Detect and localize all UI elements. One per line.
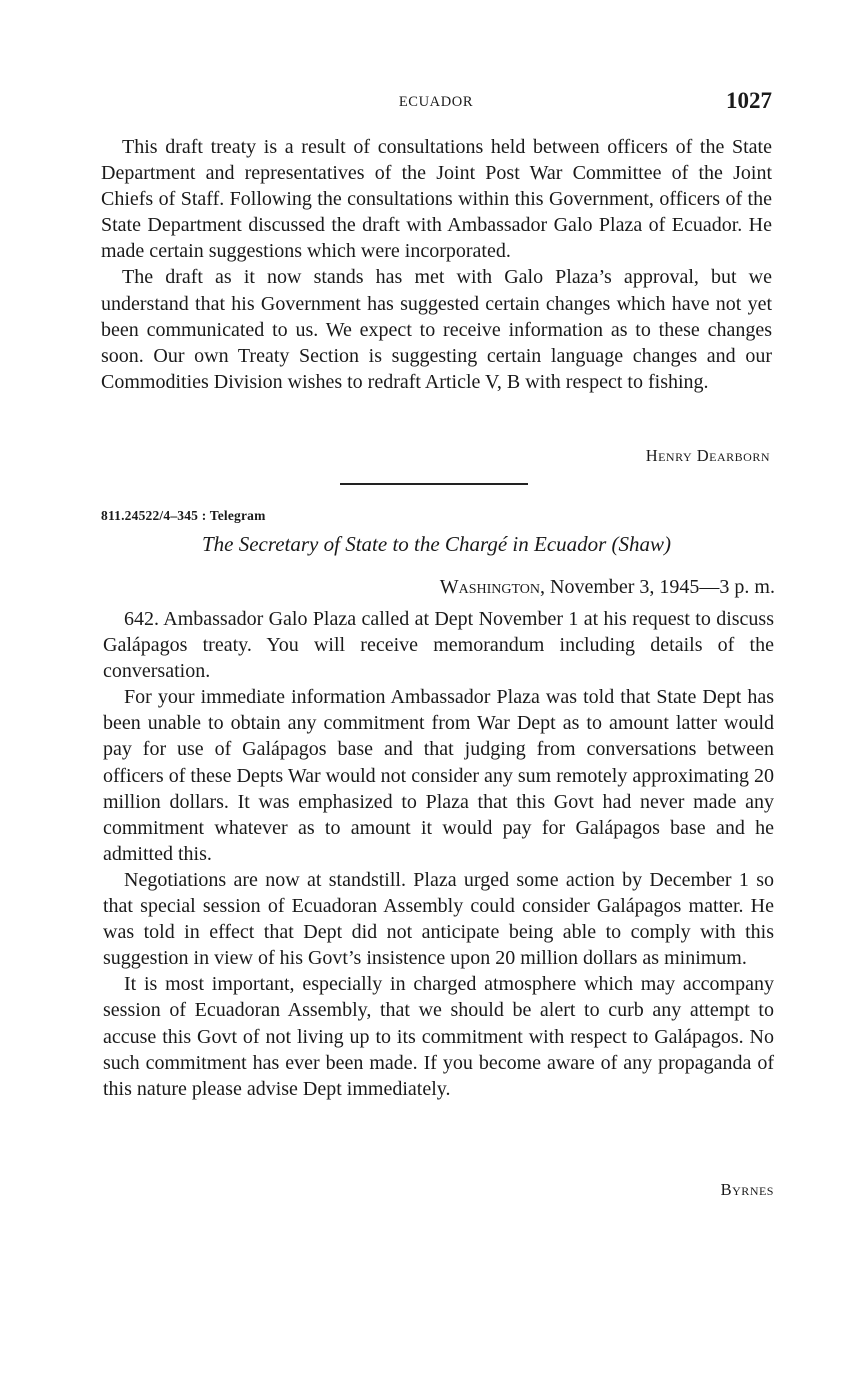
telegram-paragraph: It is most important, especially in charged atmosphere which may accompany session of Ecuadoran Assembly, that we should be alert to curb any attempt to accuse this Govt of not living up to its commitment with respect to Galápagos. No such commitment has ever been made. If you become aware of any propaganda of this nature please advise Dept immediately. bbox=[103, 973, 774, 1100]
telegram-body bbox=[103, 606, 774, 1102]
memo-signature: Henry Dearborn bbox=[645, 446, 770, 465]
telegram-paragraph: For your immediate information Ambassador Plaza was told that State Dept has been unable to obtain any commitment from War Dept as to amount latter would pay for use of Galápagos base and that judging from conversations between officers of these Depts War would not consider any sum remotely approximating 20 million dollars. It was emphasized to Plaza that this Govt had never made any commitment whatever as to amount it would pay for Galápagos base and he admitted this. bbox=[103, 686, 774, 865]
telegram-paragraph: 642. Ambassador Galo Plaza called at Dept November 1 at his request to discuss Galápagos treaty. You will receive memorandum including details of the conversation. bbox=[103, 608, 774, 683]
memo-paragraph: The draft as it now stands has met with Galo Plaza’s approval, but we understand that his Government has suggested certain changes which have not yet been communicated to us. We expect to receive information as to these changes soon. Our own Treaty Section is suggesting certain language changes and our Commodities Division wishes to redraft Article V, B with respect to fishing. bbox=[101, 266, 772, 393]
page-number: 1027 bbox=[726, 88, 772, 113]
dateline-date: November 3, 1945—3 p. m. bbox=[545, 576, 775, 598]
dateline-place: Washington, bbox=[439, 576, 546, 598]
telegram-paragraph: Negotiations are now at standstill. Plaza urged some action by December 1 so that special session of Ecuadoran Assembly could consider Galápagos matter. He was told in effect that Dept did not anticipate being able to comply with this suggestion in view of his Govt’s insistence upon 20 million dollars as minimum. bbox=[103, 868, 774, 970]
running-head bbox=[100, 88, 772, 118]
document-heading: The Secretary of State to the Chargé in Ecuador (Shaw) bbox=[201, 532, 672, 556]
memorandum-body bbox=[101, 134, 772, 395]
file-reference: 811.24522/4–345 : Telegram bbox=[101, 508, 266, 523]
section-divider bbox=[340, 483, 528, 485]
dateline bbox=[440, 576, 775, 599]
memo-paragraph: This draft treaty is a result of consultations held between officers of the State Department and representatives of the Joint Post War Committee of the Joint Chiefs of Staff. Following the consultations within this Government, officers of the State Department discussed the draft with Ambassador Galo Plaza of Ecuador. He made certain suggestions which were incorporated. bbox=[101, 136, 772, 263]
telegram-signature: Byrnes bbox=[720, 1180, 774, 1199]
running-title: ECUADOR bbox=[398, 94, 474, 110]
